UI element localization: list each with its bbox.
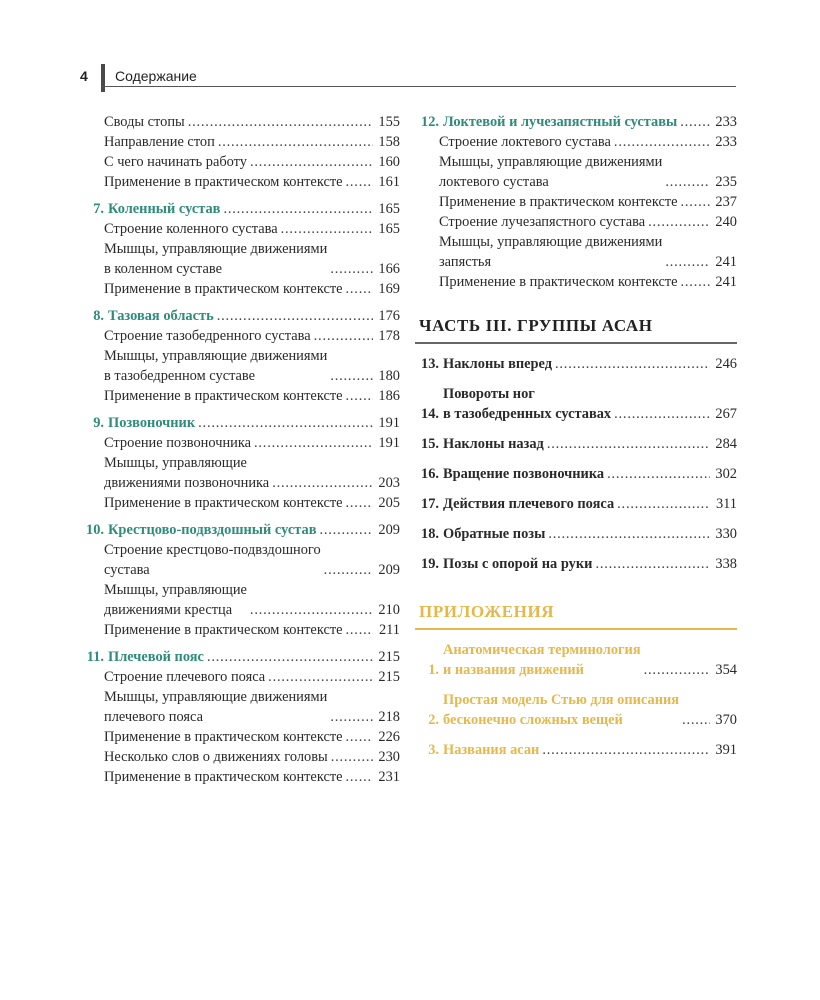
- entry-page: 246: [715, 356, 737, 372]
- entry-title: Позы с опорой на руки: [443, 556, 593, 572]
- part-entry: [415, 354, 737, 374]
- dot-leader: [319, 520, 373, 540]
- entry-title: Мышцы, управляющие движениями крестца: [104, 582, 247, 618]
- toc-entry[interactable]: [415, 212, 737, 232]
- entry-title: Названия асан: [443, 742, 540, 758]
- entry-title: Крестцово-подвздошный сустав: [108, 522, 317, 538]
- dot-leader: [217, 306, 373, 326]
- dot-leader: [330, 259, 373, 279]
- entry-title: Строение плечевого пояса: [104, 669, 266, 685]
- chapter-heading[interactable]: [80, 413, 400, 433]
- entry-page: 180: [378, 368, 400, 384]
- part-title: ЧАСТЬ III. ГРУППЫ АСАН: [415, 306, 737, 344]
- entry-page: 169: [378, 281, 400, 297]
- toc-entry[interactable]: [415, 192, 737, 212]
- chapter-block: [80, 112, 400, 192]
- toc-entry[interactable]: [415, 434, 737, 454]
- toc-entry[interactable]: [80, 172, 400, 192]
- entry-title: Применение в практическом контексте: [104, 281, 343, 297]
- dot-leader: [617, 494, 710, 514]
- toc-entry[interactable]: [80, 453, 400, 493]
- entry-title: Применение в практическом контексте: [104, 174, 343, 190]
- entry-page: 330: [715, 526, 737, 542]
- dot-leader: [644, 660, 710, 680]
- entry-page: 165: [378, 221, 400, 237]
- entry-title: Действия плечевого пояса: [443, 496, 615, 512]
- dot-leader: [281, 219, 373, 239]
- chapter-heading[interactable]: [80, 520, 400, 540]
- entry-page: 211: [378, 622, 400, 638]
- dot-leader: [218, 132, 373, 152]
- dot-leader: [548, 524, 710, 544]
- entry-title: Анатомическая терминология и названия движений: [443, 642, 641, 678]
- part-entry: [415, 494, 737, 514]
- dot-leader: [665, 172, 710, 192]
- entry-title: Применение в практическом контексте: [439, 194, 678, 210]
- entry-page: 267: [715, 406, 737, 422]
- appendix-entry: [415, 640, 737, 680]
- dot-leader: [250, 152, 373, 172]
- chapter-block: [80, 306, 400, 406]
- entry-title: Применение в практическом контексте: [104, 388, 343, 404]
- toc-entry[interactable]: [80, 346, 400, 386]
- entry-page: 284: [715, 436, 737, 452]
- dot-leader: [188, 112, 373, 132]
- entry-page: 311: [715, 496, 737, 512]
- entry-title: Строение лучезапястного сустава: [439, 214, 646, 230]
- entry-page: 215: [378, 649, 400, 665]
- toc-entry[interactable]: [415, 494, 737, 514]
- entry-page: 209: [378, 562, 400, 578]
- toc-entry[interactable]: [80, 326, 400, 346]
- toc-right-column: [415, 112, 737, 760]
- toc-entry[interactable]: [80, 279, 400, 299]
- entry-title: Мышцы, управляющие движениями плечевого пояса: [104, 689, 328, 725]
- part-entry: [415, 384, 737, 424]
- toc-entry[interactable]: [415, 464, 737, 484]
- entry-title: Применение в практическом контексте: [104, 622, 343, 638]
- chapter-block: [415, 112, 737, 292]
- entry-page: 165: [378, 201, 400, 217]
- entry-page: 302: [715, 466, 737, 482]
- dot-leader: [665, 252, 710, 272]
- toc-entry[interactable]: [80, 152, 400, 172]
- entry-title: Применение в практическом контексте: [439, 274, 678, 290]
- dot-leader: [680, 112, 710, 132]
- toc-entry[interactable]: [80, 239, 400, 279]
- entry-title: Мышцы, управляющие движениями запястья: [439, 234, 663, 270]
- dot-leader: [346, 493, 373, 513]
- toc-entry[interactable]: [415, 354, 737, 374]
- entry-number: 2.: [428, 712, 439, 728]
- entry-page: 233: [715, 134, 737, 150]
- toc-entry[interactable]: [80, 767, 400, 787]
- part-entry: [415, 524, 737, 544]
- dot-leader: [614, 132, 710, 152]
- entry-page: 241: [715, 254, 737, 270]
- entry-page: 176: [378, 308, 400, 324]
- entry-title: Строение позвоночника: [104, 435, 252, 451]
- chapter-heading[interactable]: [80, 199, 400, 219]
- header-rule: [101, 86, 736, 87]
- part-entry: [415, 434, 737, 454]
- entry-title: Применение в практическом контексте: [104, 729, 343, 745]
- chapter-block: [80, 199, 400, 299]
- entry-page: 155: [378, 114, 400, 130]
- chapter-heading[interactable]: [80, 306, 400, 326]
- toc-entry[interactable]: [415, 524, 737, 544]
- chapter-block: [80, 520, 400, 640]
- entry-title: Строение коленного сустава: [104, 221, 278, 237]
- entry-number: 11.: [86, 649, 104, 665]
- entry-number: 7.: [93, 201, 104, 217]
- header-title: Содержание: [115, 68, 197, 84]
- entry-title: Тазовая область: [108, 308, 214, 324]
- dot-leader: [542, 740, 710, 760]
- dot-leader: [331, 747, 373, 767]
- entry-number: 16.: [421, 466, 439, 482]
- entry-number: 3.: [428, 742, 439, 758]
- entry-title: Наклоны назад: [443, 436, 544, 452]
- toc-entry[interactable]: [415, 554, 737, 574]
- entry-number: 14.: [421, 406, 439, 422]
- entry-page: 186: [378, 388, 400, 404]
- toc-entry[interactable]: [80, 620, 400, 640]
- entry-title: Повороты ног в тазобедренных суставах: [443, 386, 612, 422]
- dot-leader: [595, 554, 710, 574]
- entry-page: 161: [378, 174, 400, 190]
- dot-leader: [346, 727, 373, 747]
- entry-title: Строение крестцово-подвздошного сустава: [104, 542, 321, 578]
- dot-leader: [346, 279, 373, 299]
- appendix-entry: [415, 690, 737, 730]
- dot-leader: [607, 464, 710, 484]
- toc-entry[interactable]: [80, 112, 400, 132]
- dot-leader: [346, 386, 373, 406]
- toc-entry[interactable]: [415, 740, 737, 760]
- entry-title: Вращение позвоночника: [443, 466, 605, 482]
- dot-leader: [614, 404, 710, 424]
- chapter-block: [80, 413, 400, 513]
- page-header: [80, 64, 736, 92]
- entry-page: 230: [378, 749, 400, 765]
- entry-page: 233: [715, 114, 737, 130]
- entry-page: 209: [378, 522, 400, 538]
- entry-title: Мышцы, управляющие движениями позвоночника: [104, 455, 270, 491]
- toc-entry[interactable]: [415, 690, 737, 730]
- entry-number: 13.: [421, 356, 439, 372]
- entry-title: Направление стоп: [104, 134, 215, 150]
- dot-leader: [314, 326, 373, 346]
- entry-title: Мышцы, управляющие движениями в тазобедренном суставе: [104, 348, 328, 384]
- entry-number: 17.: [421, 496, 439, 512]
- dot-leader: [254, 433, 373, 453]
- entry-page: 338: [715, 556, 737, 572]
- entry-page: 240: [715, 214, 737, 230]
- toc-entry[interactable]: [415, 384, 737, 424]
- entry-title: Применение в практическом контексте: [104, 769, 343, 785]
- toc-entry[interactable]: [80, 219, 400, 239]
- entry-page: 354: [715, 662, 737, 678]
- entry-page: 191: [378, 415, 400, 431]
- dot-leader: [346, 172, 373, 192]
- part-entry: [415, 554, 737, 574]
- toc-entry[interactable]: [415, 152, 737, 192]
- entry-title: Применение в практическом контексте: [104, 495, 343, 511]
- toc-entry[interactable]: [80, 493, 400, 513]
- entry-number: 9.: [93, 415, 104, 431]
- toc-entry[interactable]: [80, 727, 400, 747]
- entry-page: 166: [378, 261, 400, 277]
- entry-page: 370: [715, 712, 737, 728]
- dot-leader: [223, 199, 373, 219]
- entry-title: Строение локтевого сустава: [439, 134, 611, 150]
- entry-title: Мышцы, управляющие движениями локтевого сустава: [439, 154, 663, 190]
- dot-leader: [648, 212, 710, 232]
- toc-entry[interactable]: [415, 272, 737, 292]
- entry-number: 15.: [421, 436, 439, 452]
- dot-leader: [681, 272, 710, 292]
- entry-page: 218: [378, 709, 400, 725]
- dot-leader: [324, 560, 373, 580]
- chapter-block: [80, 647, 400, 787]
- dot-leader: [272, 473, 373, 493]
- dot-leader: [207, 647, 373, 667]
- dot-leader: [681, 192, 710, 212]
- entry-page: 215: [378, 669, 400, 685]
- entry-title: Строение тазобедренного сустава: [104, 328, 311, 344]
- toc-entry[interactable]: [80, 687, 400, 727]
- toc-entry[interactable]: [80, 540, 400, 580]
- entry-page: 237: [715, 194, 737, 210]
- dot-leader: [330, 366, 373, 386]
- entry-page: 210: [378, 602, 400, 618]
- part-entry: [415, 464, 737, 484]
- entry-page: 241: [715, 274, 737, 290]
- appendix-entry: [415, 740, 737, 760]
- appendix-title: ПРИЛОЖЕНИЯ: [415, 592, 737, 630]
- entry-title: Мышцы, управляющие движениями в коленном суставе: [104, 241, 328, 277]
- entry-title: Обратные позы: [443, 526, 546, 542]
- toc-entry[interactable]: [80, 747, 400, 767]
- header-bar: [101, 64, 105, 92]
- entry-number: 10.: [86, 522, 104, 538]
- entry-number: 8.: [93, 308, 104, 324]
- entry-page: 391: [715, 742, 737, 758]
- chapter-heading[interactable]: [80, 647, 400, 667]
- dot-leader: [268, 667, 373, 687]
- entry-number: 1.: [428, 662, 439, 678]
- entry-title: Локтевой и лучезапястный суставы: [443, 114, 678, 130]
- toc-entry[interactable]: [415, 640, 737, 680]
- entry-title: Коленный сустав: [108, 201, 221, 217]
- dot-leader: [346, 767, 373, 787]
- toc-entry[interactable]: [415, 232, 737, 272]
- entry-number: 18.: [421, 526, 439, 542]
- entry-number: 19.: [421, 556, 439, 572]
- dot-leader: [547, 434, 710, 454]
- entry-page: 160: [378, 154, 400, 170]
- entry-title: Наклоны вперед: [443, 356, 553, 372]
- entry-page: 205: [378, 495, 400, 511]
- dot-leader: [330, 707, 373, 727]
- page-number: 4: [80, 68, 88, 84]
- toc-entry[interactable]: [80, 386, 400, 406]
- toc-left-column: [80, 112, 400, 787]
- entry-page: 231: [378, 769, 400, 785]
- entry-page: 226: [378, 729, 400, 745]
- toc-entry[interactable]: [415, 132, 737, 152]
- dot-leader: [346, 620, 373, 640]
- entry-title: Простая модель Стью для описания бесконечно сложных вещей: [443, 692, 680, 728]
- entry-page: 235: [715, 174, 737, 190]
- entry-number: 12.: [421, 114, 439, 130]
- dot-leader: [555, 354, 710, 374]
- toc-entry[interactable]: [80, 433, 400, 453]
- entry-title: Своды стопы: [104, 114, 185, 130]
- entry-page: 158: [378, 134, 400, 150]
- entry-title: Плечевой пояс: [108, 649, 204, 665]
- chapter-heading[interactable]: [415, 112, 737, 132]
- entry-page: 191: [378, 435, 400, 451]
- dot-leader: [250, 600, 373, 620]
- entry-page: 203: [378, 475, 400, 491]
- toc-entry[interactable]: [80, 132, 400, 152]
- entry-page: 178: [378, 328, 400, 344]
- toc-entry[interactable]: [80, 580, 400, 620]
- entry-title: Позвоночник: [108, 415, 196, 431]
- dot-leader: [198, 413, 373, 433]
- dot-leader: [682, 710, 710, 730]
- entry-title: С чего начинать работу: [104, 154, 247, 170]
- entry-title: Несколько слов о движениях головы: [104, 749, 328, 765]
- toc-entry[interactable]: [80, 667, 400, 687]
